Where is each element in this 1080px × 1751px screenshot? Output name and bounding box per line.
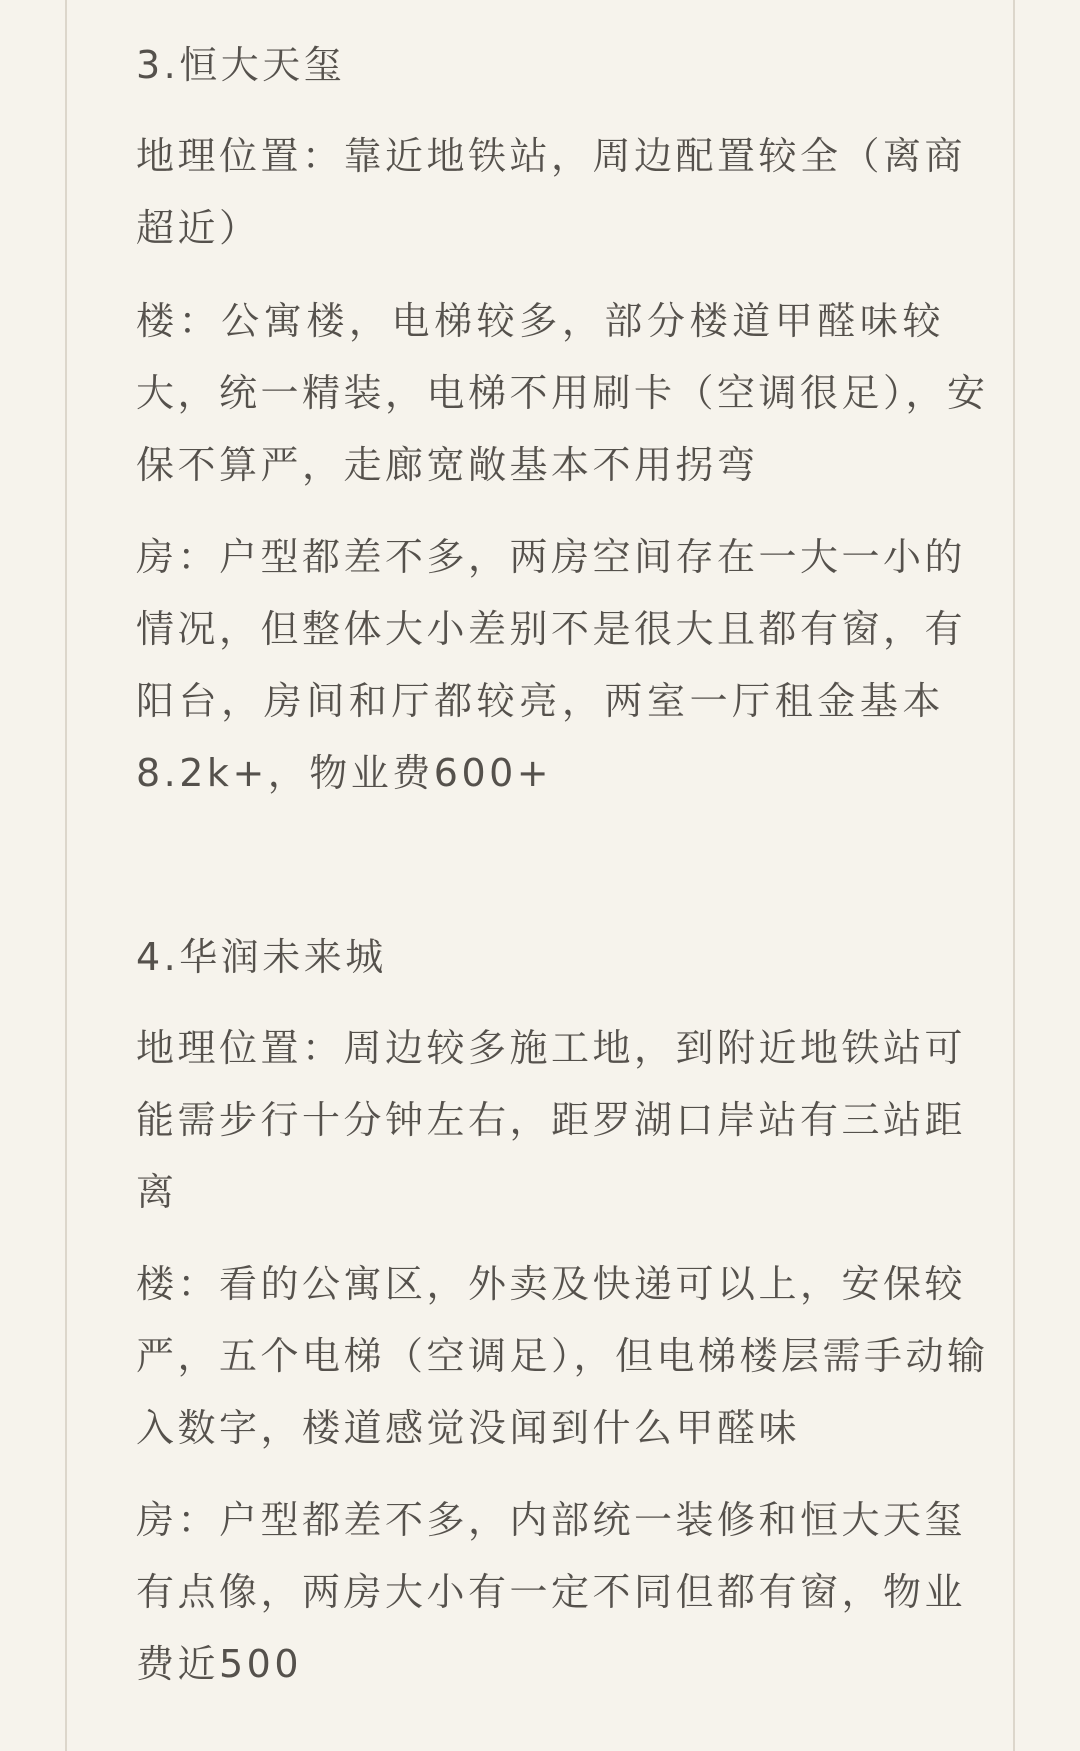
section-3-title: 3.恒大天玺 bbox=[136, 43, 346, 87]
section-4-building-line: 入数字，楼道感觉没闻到什么甲醛味 bbox=[136, 1406, 801, 1450]
section-3-room-line: 房：户型都差不多，两房空间存在一大一小的 bbox=[136, 535, 967, 579]
section-4-title: 4.华润未来城 bbox=[136, 935, 387, 979]
section-3-room-line: 阳台，房间和厅都较亮，两室一厅租金基本 bbox=[136, 679, 944, 723]
section-4-room-line: 费近500 bbox=[136, 1642, 303, 1686]
section-4-room-line: 房：户型都差不多，内部统一装修和恒大天玺 bbox=[136, 1498, 967, 1542]
section-3-building-line: 保不算严，走廊宽敞基本不用拐弯 bbox=[136, 443, 759, 487]
section-3-building-line: 楼：公寓楼，电梯较多，部分楼道甲醛味较 bbox=[136, 299, 944, 343]
section-4-location-line: 地理位置：周边较多施工地，到附近地铁站可 bbox=[136, 1026, 967, 1070]
right-border-line bbox=[1013, 0, 1015, 1751]
section-4-location-line: 能需步行十分钟左右，距罗湖口岸站有三站距 bbox=[136, 1098, 967, 1142]
section-4-building-line: 楼：看的公寓区，外卖及快递可以上，安保较 bbox=[136, 1262, 967, 1306]
left-border-line bbox=[65, 0, 67, 1751]
section-3-location-line: 地理位置：靠近地铁站，周边配置较全（离商 bbox=[136, 134, 967, 178]
section-4-room-line: 有点像，两房大小有一定不同但都有窗，物业 bbox=[136, 1570, 967, 1614]
section-3-building-line: 大，统一精装，电梯不用刷卡（空调很足），安 bbox=[136, 371, 989, 415]
section-3-room-line: 情况，但整体大小差别不是很大且都有窗，有 bbox=[136, 607, 967, 651]
section-4-location-line: 离 bbox=[136, 1170, 178, 1214]
section-3-location-line: 超近） bbox=[136, 206, 261, 250]
section-3-room-line: 8.2k+，物业费600+ bbox=[136, 751, 553, 795]
section-4-building-line: 严，五个电梯（空调足），但电梯楼层需手动输 bbox=[136, 1334, 989, 1378]
